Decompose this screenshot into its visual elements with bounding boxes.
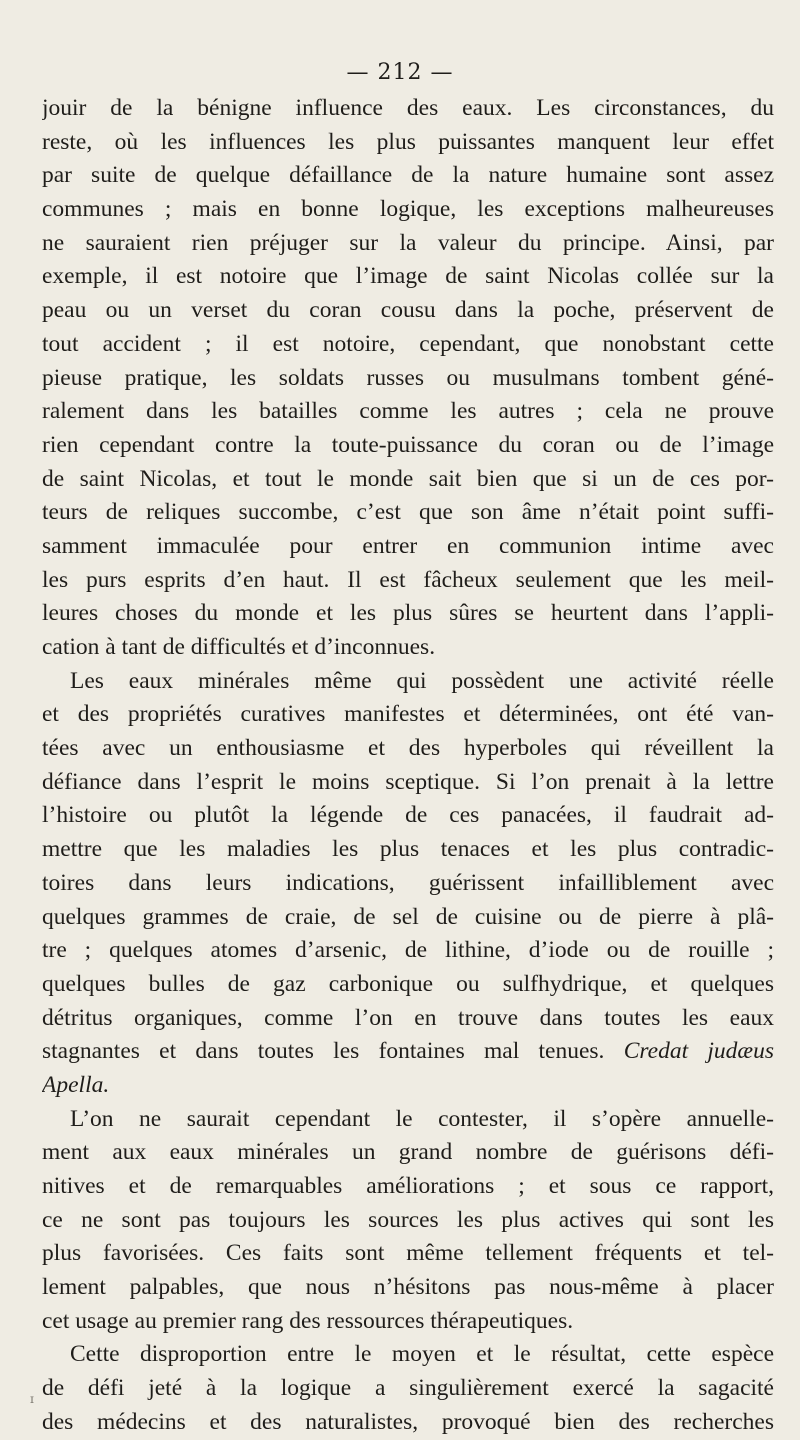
text-line: Cette disproportion entre le moyen et le résultat, cette espèce bbox=[70, 1341, 774, 1368]
text-line: toires dans leurs indications, guérissent infailliblement avec bbox=[42, 869, 774, 896]
text-line: et des propriétés curatives manifestes et déterminées, ont été van- bbox=[42, 701, 774, 728]
text-line-with-quote bbox=[42, 1035, 774, 1069]
text-line: tre ; quelques atomes d’arsenic, de lithine, d’iode ou de rouille ; bbox=[42, 937, 774, 964]
text-line: ralement dans les batailles comme les autres ; cela ne prouve bbox=[42, 398, 774, 425]
paragraph-2 bbox=[42, 665, 774, 1103]
text-line: plus favorisées. Ces faits sont même tellement fréquents et tel- bbox=[42, 1240, 774, 1267]
text-line: nitives et de remarquables améliorations ; et sous ce rapport, bbox=[42, 1173, 774, 1199]
text-line: lement palpables, que nous n’hésitons pas nous-même à placer bbox=[42, 1274, 774, 1301]
signature-mark: ɪ bbox=[30, 1392, 34, 1406]
text-line: jouir de la bénigne influence des eaux. Les circonstances, du bbox=[42, 95, 774, 121]
text-line: rien cependant contre la toute-puissance du coran ou de l’image bbox=[42, 431, 774, 458]
body-text bbox=[42, 92, 774, 1440]
latin-quote: Credat judæus bbox=[623, 1038, 774, 1065]
text-line: de saint Nicolas, et tout le monde sait bien que si un de ces por- bbox=[42, 465, 774, 492]
text-line: détritus organiques, comme l’on en trouve dans toutes les eaux bbox=[42, 1004, 774, 1031]
text-line: reste, où les influences les plus puissantes manquent leur effet bbox=[42, 128, 774, 155]
text-line: samment immaculée pour entrer en communion intime avec bbox=[42, 532, 774, 559]
text-line: communes ; mais en bonne logique, les exceptions malheureuses bbox=[42, 196, 774, 223]
text-line: des médecins et des naturalistes, provoqué bien des recherches bbox=[42, 1408, 774, 1435]
text-line-part: stagnantes et dans toutes les fontaines mal tenues. bbox=[42, 1038, 605, 1065]
text-line: de défi jeté à la logique a singulièrement exercé la sagacité bbox=[42, 1375, 774, 1402]
text-line: tées avec un enthousiasme et des hyperboles qui réveillent la bbox=[42, 735, 774, 762]
latin-quote-end: Apella. bbox=[42, 1071, 110, 1098]
page-number: — 212 — bbox=[346, 60, 454, 85]
text-line: défiance dans l’esprit le moins sceptique. Si l’on prenait à la lettre bbox=[42, 768, 774, 795]
text-line: leures choses du monde et les plus sûres se heurtent dans l’appli- bbox=[42, 600, 774, 627]
text-line: mettre que les maladies les plus tenaces et les plus contradic- bbox=[42, 836, 774, 863]
paragraph-3 bbox=[42, 1103, 774, 1339]
text-line: ne sauraient rien préjuger sur la valeur du principe. Ainsi, par bbox=[42, 229, 774, 256]
paragraph-1 bbox=[42, 92, 774, 665]
text-line: ce ne sont pas toujours les sources les plus actives qui sont les bbox=[42, 1206, 774, 1233]
text-line: peau ou un verset du coran cousu dans la poche, préservent de bbox=[42, 297, 774, 324]
text-line: L’on ne saurait cependant le contester, il s’opère annuelle- bbox=[70, 1105, 774, 1132]
text-line: teurs de reliques succombe, c’est que son âme n’était point suffi- bbox=[42, 499, 774, 526]
text-line: tout accident ; il est notoire, cependant, que nonobstant cette bbox=[42, 330, 774, 357]
text-line: les purs esprits d’en haut. Il est fâcheux seulement que les meil- bbox=[42, 566, 774, 593]
text-line: exemple, il est notoire que l’image de saint Nicolas collée sur la bbox=[42, 263, 774, 290]
text-line: ment aux eaux minérales un grand nombre de guérisons défi- bbox=[42, 1139, 774, 1166]
text-line: l’histoire ou plutôt la légende de ces panacées, il faudrait ad- bbox=[42, 802, 774, 829]
text-line: par suite de quelque défaillance de la nature humaine sont assez bbox=[42, 162, 774, 189]
text-line: cet usage au premier rang des ressources thérapeutiques. bbox=[42, 1307, 574, 1334]
paragraph-4 bbox=[42, 1338, 774, 1439]
text-line: pieuse pratique, les soldats russes ou musulmans tombent géné- bbox=[42, 364, 774, 391]
text-line: Les eaux minérales même qui possèdent une activité réelle bbox=[70, 667, 774, 694]
text-line: quelques grammes de craie, de sel de cuisine ou de pierre à plâ- bbox=[42, 903, 774, 930]
text-line: quelques bulles de gaz carbonique ou sulfhydrique, et quelques bbox=[42, 970, 774, 997]
text-line: cation à tant de difficultés et d’inconnues. bbox=[42, 634, 436, 660]
